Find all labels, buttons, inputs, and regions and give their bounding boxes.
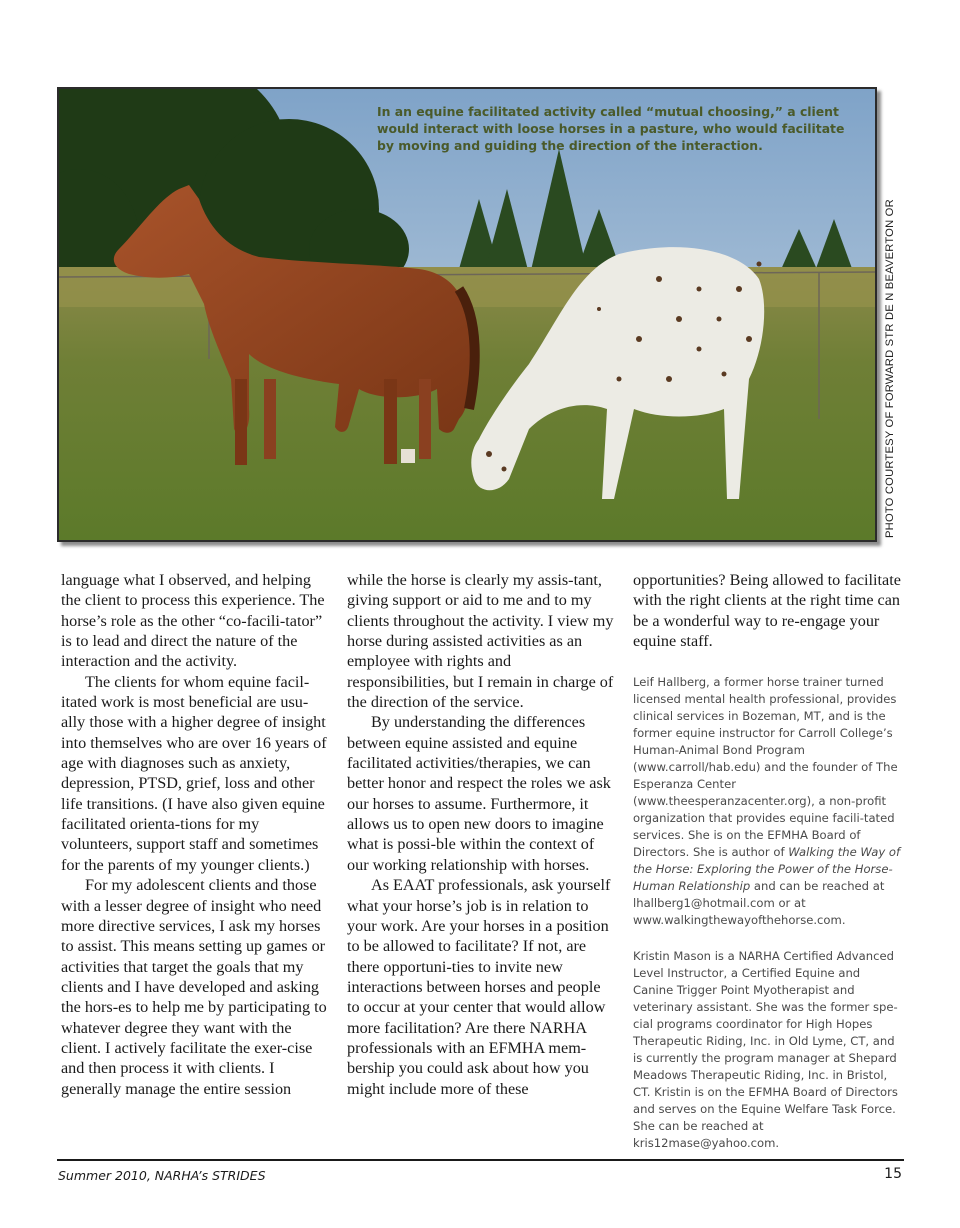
footer-rule [57, 1159, 904, 1161]
author-bio-hallberg [633, 674, 903, 929]
paragraph: As EAAT professionals, ask yourself what your horse’s job is in relation to your work. Are your horses in a position to be allowed to facilitate? If not, are there opportuni-ties to invite new interactions between horses and people to occur at your center that would allow more facilitation? Are there NARHA professionals with an EFMHA mem-bership you could ask about how you might include more of these [347, 876, 611, 1098]
paragraph: while the horse is clearly my assis-tant, giving support or aid to me and to my clients throughout the activity. I view my horse during assisted activities as an employee with rights and responsibilities, but I remain in charge of the direction of the service. [347, 571, 614, 712]
bio-text: and can be reached at lhallberg1@hotmail.com or at www.walkingthewayofthehorse.com. [633, 879, 885, 928]
article-column-3 [633, 570, 903, 1152]
book-title: Walking the Way of the Horse: Exploring the Power of the Horse-Human Relationship [633, 845, 901, 894]
article-column-1 [61, 570, 331, 1099]
paragraph: The clients for whom equine facil-itated work is most beneficial are usu-ally those with a higher degree of insight into themselves who are over 16 years of age with diagnoses such as anxiety, depression, PTSD, grief, loss and other life transitions. (I have also given equine facilitated orienta-tions for my volunteers, support staff and sometimes for the parents of my younger clients.) [61, 672, 327, 874]
article-column-2 [347, 570, 617, 1099]
bio-text: Leif Hallberg, a former horse trainer turned licensed mental health professional, provides clinical services in Bozeman, MT, and is the former equine instructor for Carroll College’s Human-Animal Bond Program (www.carroll/hab.edu) and the founder of The Esperanza Center (www.theesperanzacenter.org), a non-profit organization that provides equine facili-tated services. She is on the EFMHA Board of Directors. She is author of [633, 675, 898, 860]
horse-photo [57, 87, 877, 542]
pasture-photo-illustration [59, 89, 875, 540]
paragraph: language what I observed, and helping the client to process this experience. The horse’s role as the other “co-facili-tator” is to lead and direct the nature of the interaction and the activity. [61, 571, 325, 671]
author-bio-mason: Kristin Mason is a NARHA Certified Advanced Level Instructor, a Certified Equine and Canine Trigger Point Myotherapist and veterinary assistant. She was the former spe-cial programs coordinator for High Hopes Therapeutic Riding, Inc. in Old Lyme, CT, and is currently the program manager at Shepard Meadows Therapeutic Riding, Inc. in Bristol, CT. Kristin is on the EFMHA Board of Directors and serves on the Equine Welfare Task Force. She can be reached at kris12mase@yahoo.com. [633, 949, 898, 1151]
paragraph: opportunities? Being allowed to facilitate with the right clients at the right time can be a wonderful way to re-engage your equine staff. [633, 571, 901, 651]
page-number: 15 [884, 1166, 902, 1182]
paragraph: By understanding the differences between equine assisted and equine facilitated activities/therapies, we can better honor and respect the roles we ask our horses to assume. Furthermore, it allows us to open new doors to imagine what is possi-ble within the context of our working relationship with horses. [347, 713, 611, 874]
photo-credit: PHOTO COURTESY OF FORWARD STR DE N BEAVERTON OR [884, 199, 896, 538]
photo-caption: In an equine facilitated activity called “mutual choosing,” a client would interact with loose horses in a pasture, who would facilitate by moving and guiding the direction of the interaction. [377, 104, 845, 153]
paragraph: For my adolescent clients and those with a lesser degree of insight who need more directive services, I ask my horses to assist. This means setting up games or activities that target the goals that my clients and I have developed and asking the hors-es to help me by participating to whatever degree they want with the client. I actively facilitate the exer-cise and then process it with clients. I generally manage the entire session [61, 876, 327, 1098]
footer-issue: Summer 2010, NARHA’s STRIDES [58, 1168, 266, 1183]
